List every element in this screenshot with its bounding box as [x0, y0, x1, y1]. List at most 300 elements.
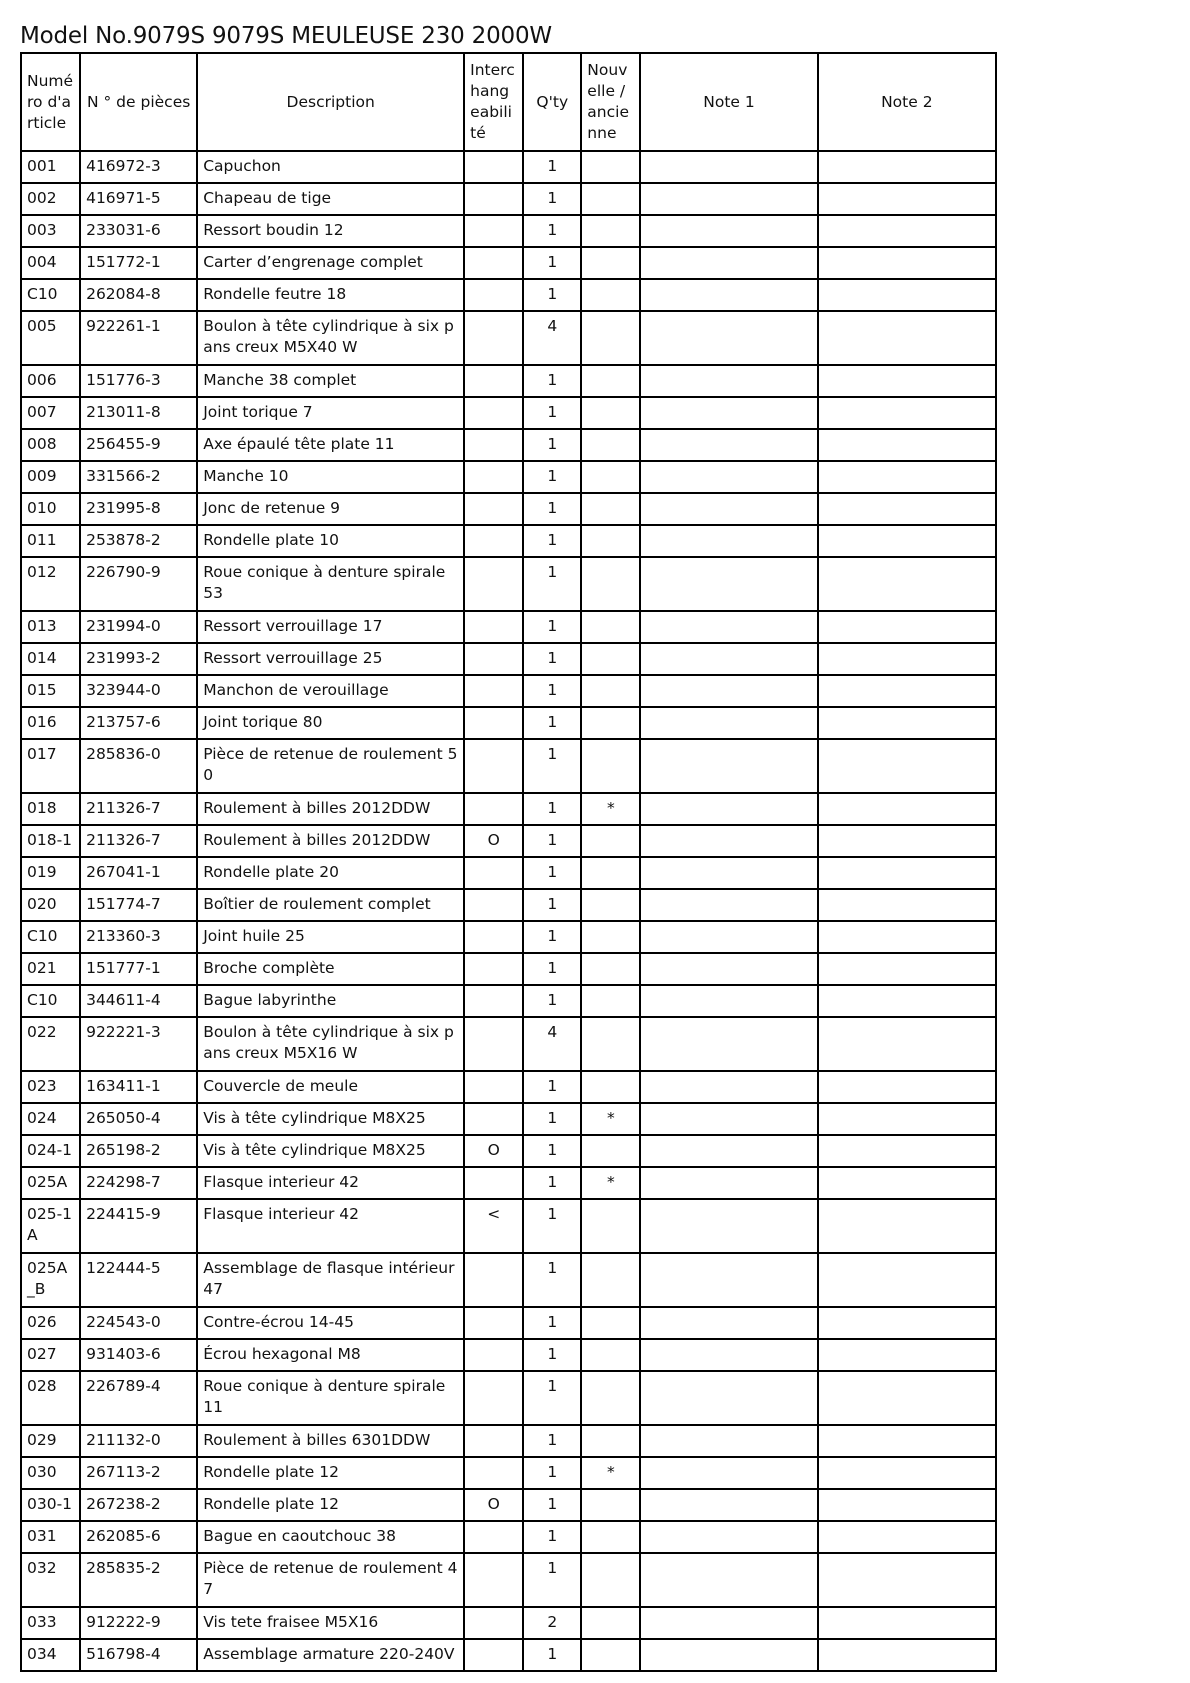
quantity-cell: 1	[523, 1135, 581, 1167]
description-cell: Manchon de verouillage	[197, 675, 464, 707]
table-row	[21, 461, 996, 493]
quantity-cell: 1	[523, 857, 581, 889]
quantity-cell: 1	[523, 1371, 581, 1425]
new-old-cell	[581, 1253, 640, 1307]
table-row	[21, 1339, 996, 1371]
interchangeability-cell	[464, 1071, 523, 1103]
note-2-cell	[818, 1639, 996, 1671]
note-2-cell	[818, 1339, 996, 1371]
description-cell: Capuchon	[197, 151, 464, 183]
article-number-cell: 016	[21, 707, 80, 739]
note-2-cell	[818, 1253, 996, 1307]
description-cell: Vis tete fraisee M5X16	[197, 1607, 464, 1639]
table-row	[21, 1071, 996, 1103]
new-old-cell	[581, 1339, 640, 1371]
part-number-cell: 285835-2	[80, 1553, 197, 1607]
interchangeability-cell	[464, 643, 523, 675]
interchangeability-cell	[464, 397, 523, 429]
note-2-cell	[818, 889, 996, 921]
new-old-cell: *	[581, 1457, 640, 1489]
interchangeability-cell	[464, 1253, 523, 1307]
part-number-cell: 416971-5	[80, 183, 197, 215]
description-cell: Manche 10	[197, 461, 464, 493]
quantity-cell: 2	[523, 1607, 581, 1639]
quantity-cell: 1	[523, 461, 581, 493]
quantity-cell: 1	[523, 525, 581, 557]
note-2-cell	[818, 1103, 996, 1135]
table-row	[21, 1253, 996, 1307]
new-old-cell	[581, 953, 640, 985]
quantity-cell: 1	[523, 675, 581, 707]
article-number-cell: 019	[21, 857, 80, 889]
description-cell: Broche complète	[197, 953, 464, 985]
interchangeability-cell	[464, 1457, 523, 1489]
article-number-cell: 030-1	[21, 1489, 80, 1521]
article-number-cell: 033	[21, 1607, 80, 1639]
description-cell: Rondelle plate 12	[197, 1457, 464, 1489]
article-number-cell: 025A_B	[21, 1253, 80, 1307]
column-header-description: Description	[197, 53, 464, 151]
part-number-cell: 151774-7	[80, 889, 197, 921]
note-1-cell	[640, 1553, 817, 1607]
new-old-cell	[581, 1521, 640, 1553]
description-cell: Flasque interieur 42	[197, 1199, 464, 1253]
part-number-cell: 213360-3	[80, 921, 197, 953]
description-cell: Chapeau de tige	[197, 183, 464, 215]
table-row	[21, 365, 996, 397]
article-number-cell: C10	[21, 279, 80, 311]
article-number-cell: 026	[21, 1307, 80, 1339]
article-number-cell: 006	[21, 365, 80, 397]
quantity-cell: 1	[523, 1253, 581, 1307]
description-cell: Axe épaulé tête plate 11	[197, 429, 464, 461]
article-number-cell: 021	[21, 953, 80, 985]
description-cell: Contre-écrou 14-45	[197, 1307, 464, 1339]
column-header-new-old: Nouvelle / ancienne	[581, 53, 640, 151]
note-2-cell	[818, 525, 996, 557]
new-old-cell	[581, 461, 640, 493]
note-1-cell	[640, 397, 817, 429]
note-2-cell	[818, 365, 996, 397]
description-cell: Ressort verrouillage 17	[197, 611, 464, 643]
new-old-cell	[581, 525, 640, 557]
part-number-cell: 231994-0	[80, 611, 197, 643]
note-2-cell	[818, 1607, 996, 1639]
description-cell: Jonc de retenue 9	[197, 493, 464, 525]
note-2-cell	[818, 985, 996, 1017]
new-old-cell	[581, 1371, 640, 1425]
description-cell: Boulon à tête cylindrique à six pans creux M5X40 W	[197, 311, 464, 365]
table-row	[21, 493, 996, 525]
description-cell: Flasque interieur 42	[197, 1167, 464, 1199]
part-number-cell: 231995-8	[80, 493, 197, 525]
part-number-cell: 224543-0	[80, 1307, 197, 1339]
quantity-cell: 1	[523, 1199, 581, 1253]
new-old-cell	[581, 1017, 640, 1071]
part-number-cell: 267238-2	[80, 1489, 197, 1521]
interchangeability-cell	[464, 1103, 523, 1135]
part-number-cell: 231993-2	[80, 643, 197, 675]
part-number-cell: 922221-3	[80, 1017, 197, 1071]
description-cell: Assemblage de flasque intérieur 47	[197, 1253, 464, 1307]
part-number-cell: 416972-3	[80, 151, 197, 183]
table-row	[21, 311, 996, 365]
parts-table	[20, 52, 997, 1672]
quantity-cell: 1	[523, 1339, 581, 1371]
interchangeability-cell	[464, 889, 523, 921]
description-cell: Rondelle plate 12	[197, 1489, 464, 1521]
description-cell: Roue conique à denture spirale 53	[197, 557, 464, 611]
interchangeability-cell	[464, 1553, 523, 1607]
table-row	[21, 1017, 996, 1071]
note-1-cell	[640, 461, 817, 493]
interchangeability-cell	[464, 183, 523, 215]
interchangeability-cell	[464, 1521, 523, 1553]
table-row	[21, 215, 996, 247]
table-row	[21, 611, 996, 643]
article-number-cell: 025A	[21, 1167, 80, 1199]
new-old-cell	[581, 1639, 640, 1671]
note-2-cell	[818, 1553, 996, 1607]
quantity-cell: 1	[523, 1071, 581, 1103]
quantity-cell: 1	[523, 215, 581, 247]
note-2-cell	[818, 611, 996, 643]
new-old-cell	[581, 1307, 640, 1339]
article-number-cell: 023	[21, 1071, 80, 1103]
note-1-cell	[640, 739, 817, 793]
table-row	[21, 1639, 996, 1671]
note-1-cell	[640, 1639, 817, 1671]
quantity-cell: 1	[523, 397, 581, 429]
new-old-cell	[581, 429, 640, 461]
interchangeability-cell	[464, 461, 523, 493]
note-2-cell	[818, 953, 996, 985]
note-2-cell	[818, 429, 996, 461]
table-row	[21, 279, 996, 311]
note-2-cell	[818, 1199, 996, 1253]
new-old-cell: *	[581, 793, 640, 825]
interchangeability-cell	[464, 953, 523, 985]
description-cell: Écrou hexagonal M8	[197, 1339, 464, 1371]
interchangeability-cell	[464, 1167, 523, 1199]
note-1-cell	[640, 985, 817, 1017]
part-number-cell: 211132-0	[80, 1425, 197, 1457]
column-header-quantity: Q'ty	[523, 53, 581, 151]
interchangeability-cell	[464, 429, 523, 461]
article-number-cell: 018	[21, 793, 80, 825]
description-cell: Rondelle plate 20	[197, 857, 464, 889]
new-old-cell	[581, 1489, 640, 1521]
part-number-cell: 253878-2	[80, 525, 197, 557]
description-cell: Roulement à billes 2012DDW	[197, 793, 464, 825]
interchangeability-cell	[464, 215, 523, 247]
description-cell: Assemblage armature 220-240V	[197, 1639, 464, 1671]
quantity-cell: 1	[523, 953, 581, 985]
note-2-cell	[818, 1017, 996, 1071]
new-old-cell	[581, 1607, 640, 1639]
note-1-cell	[640, 825, 817, 857]
table-row	[21, 985, 996, 1017]
note-2-cell	[818, 247, 996, 279]
new-old-cell	[581, 397, 640, 429]
part-number-cell: 151772-1	[80, 247, 197, 279]
note-2-cell	[818, 397, 996, 429]
note-1-cell	[640, 1457, 817, 1489]
new-old-cell	[581, 675, 640, 707]
article-number-cell: 027	[21, 1339, 80, 1371]
table-row	[21, 643, 996, 675]
note-2-cell	[818, 857, 996, 889]
note-1-cell	[640, 675, 817, 707]
interchangeability-cell	[464, 1339, 523, 1371]
interchangeability-cell	[464, 493, 523, 525]
note-1-cell	[640, 793, 817, 825]
article-number-cell: 024	[21, 1103, 80, 1135]
quantity-cell: 1	[523, 825, 581, 857]
part-number-cell: 265050-4	[80, 1103, 197, 1135]
new-old-cell	[581, 215, 640, 247]
part-number-cell: 262084-8	[80, 279, 197, 311]
interchangeability-cell	[464, 1607, 523, 1639]
note-1-cell	[640, 707, 817, 739]
note-1-cell	[640, 1521, 817, 1553]
table-header-row	[21, 53, 996, 151]
new-old-cell	[581, 557, 640, 611]
table-row	[21, 1457, 996, 1489]
note-2-cell	[818, 1135, 996, 1167]
part-number-cell: 331566-2	[80, 461, 197, 493]
article-number-cell: 011	[21, 525, 80, 557]
quantity-cell: 1	[523, 1639, 581, 1671]
interchangeability-cell	[464, 1639, 523, 1671]
part-number-cell: 922261-1	[80, 311, 197, 365]
interchangeability-cell	[464, 311, 523, 365]
article-number-cell: 014	[21, 643, 80, 675]
table-row	[21, 1489, 996, 1521]
description-cell: Roulement à billes 2012DDW	[197, 825, 464, 857]
table-row	[21, 1103, 996, 1135]
interchangeability-cell: <	[464, 1199, 523, 1253]
part-number-cell: 323944-0	[80, 675, 197, 707]
note-1-cell	[640, 215, 817, 247]
table-row	[21, 953, 996, 985]
part-number-cell: 516798-4	[80, 1639, 197, 1671]
note-1-cell	[640, 1017, 817, 1071]
note-1-cell	[640, 1339, 817, 1371]
article-number-cell: 015	[21, 675, 80, 707]
note-1-cell	[640, 611, 817, 643]
quantity-cell: 1	[523, 1553, 581, 1607]
part-number-cell: 213011-8	[80, 397, 197, 429]
table-row	[21, 825, 996, 857]
quantity-cell: 1	[523, 151, 581, 183]
description-cell: Manche 38 complet	[197, 365, 464, 397]
table-row	[21, 183, 996, 215]
note-1-cell	[640, 183, 817, 215]
note-2-cell	[818, 1307, 996, 1339]
quantity-cell: 1	[523, 557, 581, 611]
quantity-cell: 1	[523, 365, 581, 397]
description-cell: Vis à tête cylindrique M8X25	[197, 1135, 464, 1167]
article-number-cell: 022	[21, 1017, 80, 1071]
quantity-cell: 4	[523, 311, 581, 365]
note-2-cell	[818, 793, 996, 825]
table-row	[21, 1371, 996, 1425]
quantity-cell: 1	[523, 1167, 581, 1199]
note-2-cell	[818, 279, 996, 311]
note-1-cell	[640, 1135, 817, 1167]
table-row	[21, 429, 996, 461]
interchangeability-cell	[464, 793, 523, 825]
table-row	[21, 1167, 996, 1199]
article-number-cell: 031	[21, 1521, 80, 1553]
interchangeability-cell: O	[464, 1489, 523, 1521]
table-row	[21, 857, 996, 889]
quantity-cell: 1	[523, 493, 581, 525]
quantity-cell: 1	[523, 183, 581, 215]
part-number-cell: 151777-1	[80, 953, 197, 985]
article-number-cell: 003	[21, 215, 80, 247]
note-1-cell	[640, 643, 817, 675]
new-old-cell	[581, 707, 640, 739]
interchangeability-cell	[464, 279, 523, 311]
new-old-cell	[581, 493, 640, 525]
part-number-cell: 211326-7	[80, 793, 197, 825]
new-old-cell	[581, 889, 640, 921]
description-cell: Ressort boudin 12	[197, 215, 464, 247]
new-old-cell: *	[581, 1167, 640, 1199]
article-number-cell: 020	[21, 889, 80, 921]
note-2-cell	[818, 825, 996, 857]
new-old-cell: *	[581, 1103, 640, 1135]
new-old-cell	[581, 151, 640, 183]
note-2-cell	[818, 1521, 996, 1553]
document-title: Model No.9079S 9079S MEULEUSE 230 2000W	[20, 23, 552, 49]
article-number-cell: 013	[21, 611, 80, 643]
note-1-cell	[640, 151, 817, 183]
interchangeability-cell	[464, 1371, 523, 1425]
quantity-cell: 1	[523, 1489, 581, 1521]
description-cell: Bague en caoutchouc 38	[197, 1521, 464, 1553]
article-number-cell: 012	[21, 557, 80, 611]
note-2-cell	[818, 921, 996, 953]
part-number-cell: 265198-2	[80, 1135, 197, 1167]
table-row	[21, 739, 996, 793]
note-2-cell	[818, 707, 996, 739]
table-row	[21, 1425, 996, 1457]
interchangeability-cell	[464, 921, 523, 953]
part-number-cell: 233031-6	[80, 215, 197, 247]
interchangeability-cell	[464, 611, 523, 643]
table-row	[21, 1553, 996, 1607]
part-number-cell: 163411-1	[80, 1071, 197, 1103]
part-number-cell: 256455-9	[80, 429, 197, 461]
note-1-cell	[640, 1103, 817, 1135]
table-row	[21, 1199, 996, 1253]
new-old-cell	[581, 985, 640, 1017]
part-number-cell: 344611-4	[80, 985, 197, 1017]
description-cell: Bague labyrinthe	[197, 985, 464, 1017]
article-number-cell: 010	[21, 493, 80, 525]
table-row	[21, 1135, 996, 1167]
table-row	[21, 247, 996, 279]
table-row	[21, 889, 996, 921]
table-row	[21, 793, 996, 825]
article-number-cell: 009	[21, 461, 80, 493]
quantity-cell: 1	[523, 921, 581, 953]
part-number-cell: 211326-7	[80, 825, 197, 857]
note-2-cell	[818, 493, 996, 525]
description-cell: Boîtier de roulement complet	[197, 889, 464, 921]
part-number-cell: 224415-9	[80, 1199, 197, 1253]
quantity-cell: 1	[523, 429, 581, 461]
quantity-cell: 1	[523, 1307, 581, 1339]
interchangeability-cell	[464, 707, 523, 739]
new-old-cell	[581, 311, 640, 365]
article-number-cell: 018-1	[21, 825, 80, 857]
part-number-cell: 267041-1	[80, 857, 197, 889]
note-1-cell	[640, 857, 817, 889]
description-cell: Pièce de retenue de roulement 47	[197, 1553, 464, 1607]
note-2-cell	[818, 151, 996, 183]
part-number-cell: 912222-9	[80, 1607, 197, 1639]
description-cell: Roue conique à denture spirale 11	[197, 1371, 464, 1425]
article-number-cell: C10	[21, 921, 80, 953]
part-number-cell: 213757-6	[80, 707, 197, 739]
note-2-cell	[818, 557, 996, 611]
article-number-cell: 024-1	[21, 1135, 80, 1167]
parts-table-body	[21, 151, 996, 1671]
note-1-cell	[640, 1253, 817, 1307]
note-1-cell	[640, 365, 817, 397]
description-cell: Rondelle plate 10	[197, 525, 464, 557]
new-old-cell	[581, 739, 640, 793]
note-2-cell	[818, 215, 996, 247]
quantity-cell: 1	[523, 1425, 581, 1457]
note-1-cell	[640, 1199, 817, 1253]
article-number-cell: C10	[21, 985, 80, 1017]
article-number-cell: 030	[21, 1457, 80, 1489]
description-cell: Boulon à tête cylindrique à six pans creux M5X16 W	[197, 1017, 464, 1071]
interchangeability-cell	[464, 857, 523, 889]
note-2-cell	[818, 1425, 996, 1457]
note-1-cell	[640, 279, 817, 311]
description-cell: Rondelle feutre 18	[197, 279, 464, 311]
new-old-cell	[581, 643, 640, 675]
new-old-cell	[581, 611, 640, 643]
new-old-cell	[581, 921, 640, 953]
note-1-cell	[640, 1371, 817, 1425]
interchangeability-cell	[464, 675, 523, 707]
part-number-cell: 151776-3	[80, 365, 197, 397]
note-1-cell	[640, 1071, 817, 1103]
new-old-cell	[581, 1135, 640, 1167]
note-2-cell	[818, 1167, 996, 1199]
note-2-cell	[818, 461, 996, 493]
column-header-interchangeability: Interchangeabilité	[464, 53, 523, 151]
table-row	[21, 1607, 996, 1639]
new-old-cell	[581, 365, 640, 397]
quantity-cell: 4	[523, 1017, 581, 1071]
note-1-cell	[640, 429, 817, 461]
description-cell: Carter d’engrenage complet	[197, 247, 464, 279]
note-1-cell	[640, 557, 817, 611]
description-cell: Joint torique 7	[197, 397, 464, 429]
note-1-cell	[640, 1167, 817, 1199]
new-old-cell	[581, 1071, 640, 1103]
column-header-part-number: N ° de pièces	[80, 53, 197, 151]
note-1-cell	[640, 1607, 817, 1639]
